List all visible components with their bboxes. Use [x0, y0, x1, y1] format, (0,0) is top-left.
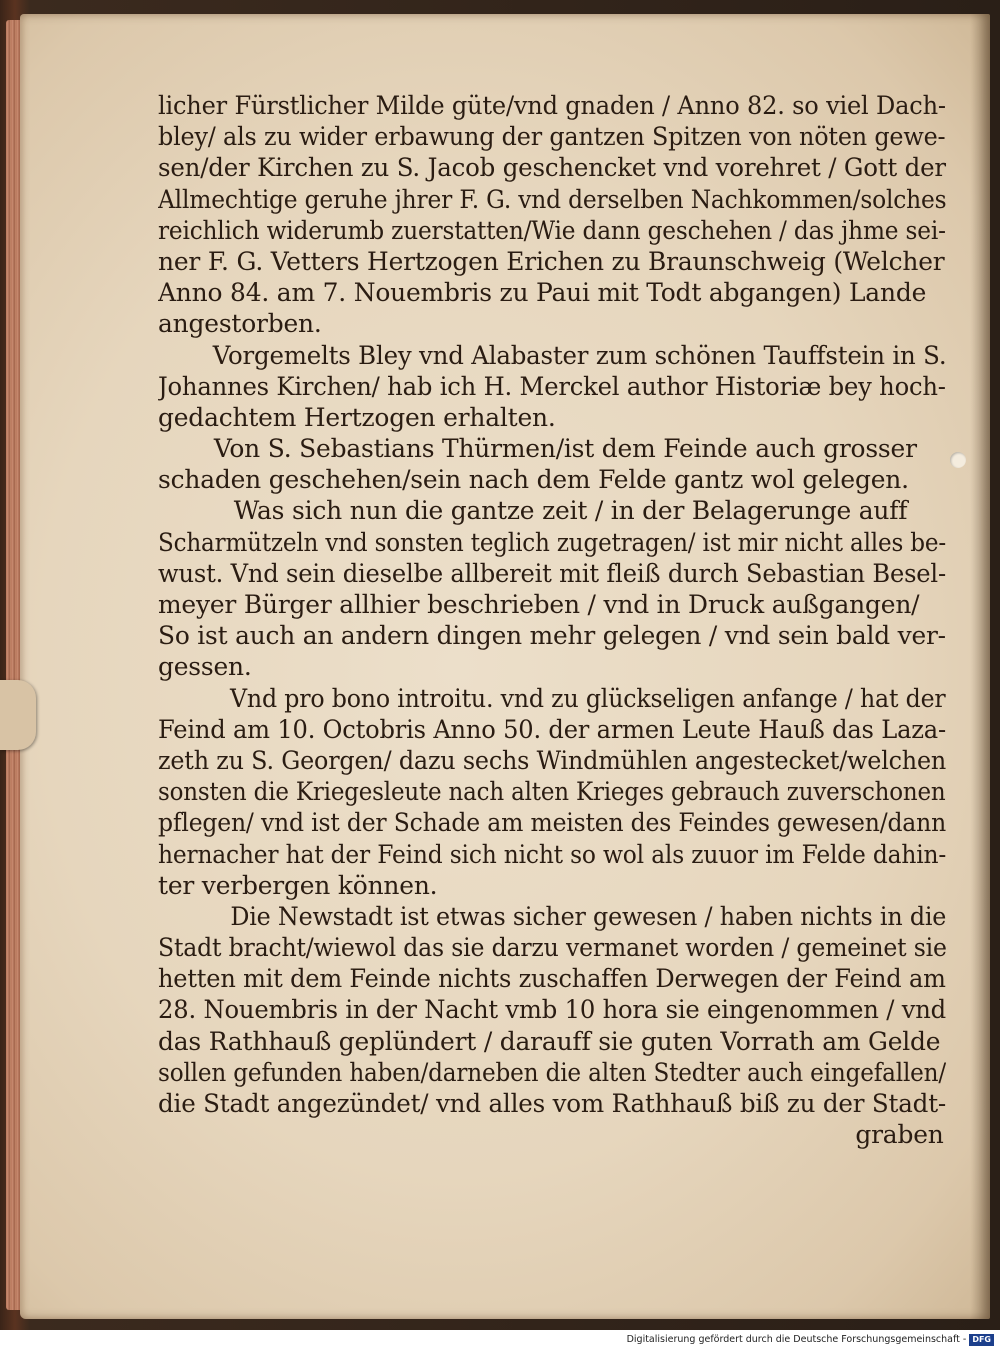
text-line: Anno 84. am 7. Nouembris zu Paui mit Todt abgangen) Lande: [158, 278, 927, 308]
text-line: gedachtem Hertzogen erhalten.: [158, 402, 556, 432]
text-line: zeth zu S. Georgen/ dazu sechs Windmühlen angestecket/welchen: [158, 745, 947, 775]
paper-hole: [950, 452, 966, 468]
text-line: 28. Nouembris in der Nacht vmb 10 hora sie eingenommen / vnd: [158, 995, 946, 1025]
paragraph-start-line: Von S. Sebastians Thürmen/ist dem Feinde auch grosser: [213, 434, 917, 464]
paragraph-start-line: Vnd pro bono introitu. vnd zu glückseligen anfange / hat der: [229, 683, 946, 713]
text-line: sollen gefunden haben/darneben die alten Stedter auch eingefallen/: [158, 1057, 947, 1087]
text-line: bley/ als zu wider erbawung der gantzen Spitzen von nöten gewe-: [158, 122, 946, 152]
text-line: meyer Bürger allhier beschrieben / vnd in Druck außgangen/: [158, 590, 920, 619]
text-line: Feind am 10. Octobris Anno 50. der armen Leute Hauß das Laza-: [158, 714, 946, 744]
dfg-logo: DFG: [969, 1334, 994, 1346]
text-line: ter verbergen können.: [158, 870, 438, 900]
text-line: licher Fürstlicher Milde güte/vnd gnaden / Anno 82. so viel Dach-: [158, 91, 946, 120]
text-line: sonsten die Kriegesleute nach alten Krieges gebrauch zuverschonen: [158, 777, 946, 807]
text-line: Scharmützeln vnd sonsten teglich zugetragen/ ist mir nicht alles be-: [158, 527, 946, 557]
text-line: Stadt bracht/wiewol das sie darzu vermanet worden / gemeinet sie: [158, 933, 947, 963]
text-line: ner F. G. Vetters Hertzogen Erichen zu Braunschweig (Welcher: [158, 246, 945, 276]
page-gutter-shadow: [970, 14, 990, 1319]
text-line: gessen.: [158, 652, 252, 682]
paragraph-start-line: Vorgemelts Bley vnd Alabaster zum schönen Tauffstein in S.: [212, 340, 947, 370]
text-line: Johannes Kirchen/ hab ich H. Merckel author Historiæ bey hoch-: [158, 371, 946, 401]
text-line: angestorben.: [158, 309, 322, 339]
text-line: hernacher hat der Feind sich nicht so wol als zuuor im Felde dahin-: [158, 839, 947, 869]
digitization-footer: [0, 1330, 1000, 1349]
paragraph-start-line: Was sich nun die gantze zeit / in der Belagerunge auff: [233, 496, 908, 526]
page-text: [158, 90, 948, 1150]
text-line: schaden geschehen/sein nach dem Felde gantz wol gelegen.: [158, 465, 909, 495]
text-line: So ist auch an andern dingen mehr gelegen / vnd sein bald ver-: [158, 621, 946, 651]
funding-credit: Digitalisierung gefördert durch die Deutsche Forschungsgemeinschaft -: [626, 1334, 967, 1345]
text-line: die Stadt angezündet/ vnd alles vom Rathhauß biß zu der Stadt-: [158, 1089, 946, 1118]
paragraph-start-line: Die Newstadt ist etwas sicher gewesen / haben nichts in die: [230, 901, 947, 931]
catchword: graben: [855, 1120, 944, 1150]
page-marker-tab: [0, 680, 36, 750]
text-line: Allmechtige geruhe jhrer F. G. vnd derselben Nachkommen/solches: [158, 184, 947, 214]
text-line: sen/der Kirchen zu S. Jacob geschencket vnd vorehret / Gott der: [158, 153, 946, 183]
text-line: wust. Vnd sein dieselbe allbereit mit fleiß durch Sebastian Besel-: [158, 558, 946, 588]
text-line: das Rathhauß geplündert / darauff sie guten Vorrath am Gelde: [158, 1026, 941, 1056]
text-line: hetten mit dem Feinde nichts zuschaffen Derwegen der Feind am: [158, 964, 946, 994]
text-line: pflegen/ vnd ist der Schade am meisten des Feindes gewesen/dann: [158, 808, 946, 838]
text-line: reichlich widerumb zuerstatten/Wie dann geschehen / das jhme sei-: [158, 215, 946, 245]
